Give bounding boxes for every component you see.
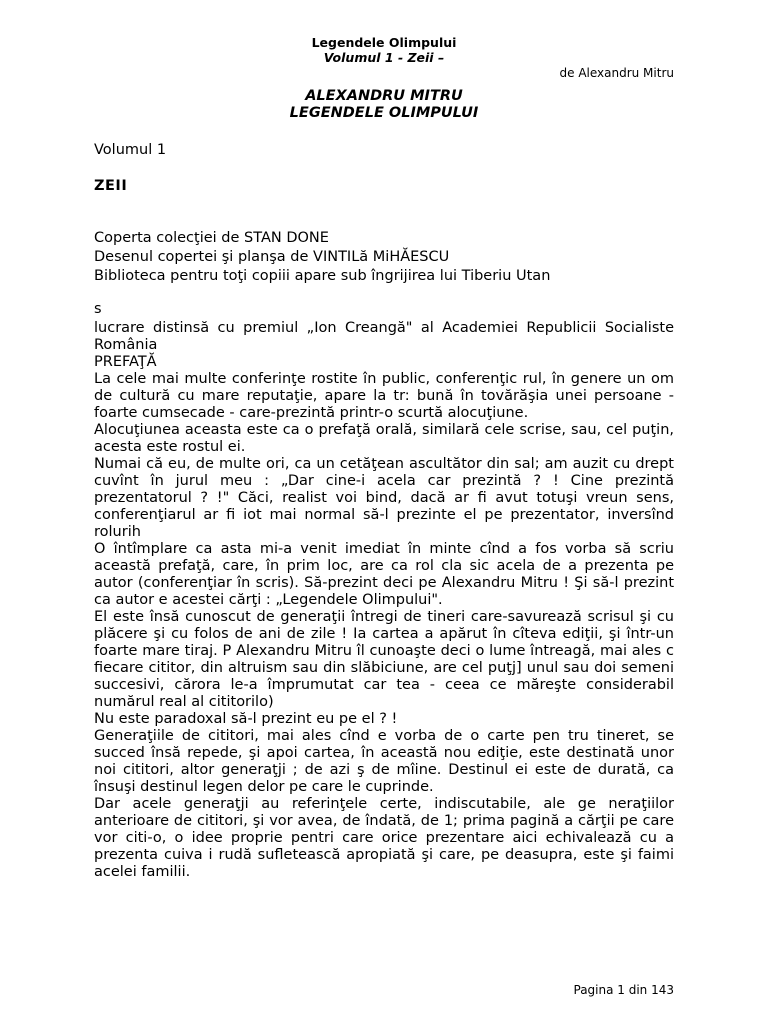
- paragraph: s: [94, 301, 102, 317]
- credit-line: Coperta colecţiei de STAN DONE: [94, 230, 329, 246]
- paragraph: Generaţiile de cititori, mai ales cînd e vorba de o carte pen tru tineret, se succed însă repede, şi apoi cartea, în această nou ediţie, este destinată unor noi cititori, altor generaţji ; de azi ş de mîine. Destinul ei este de durată, ca însuşi destinul legen delor pe care le cuprinde.: [94, 728, 674, 795]
- paragraph: Nu este paradoxal să-l prezint eu pe el ? !: [94, 711, 398, 727]
- paragraph: Alocuţiunea aceasta este ca o prefaţă orală, similară cele scrise, sau, cel puţin, acesta este rostul ei.: [94, 422, 674, 455]
- series-title: Legendele Olimpului: [311, 35, 457, 50]
- document-body: [94, 301, 674, 881]
- paragraph: lucrare distinsă cu premiul „Ion Creangă" al Academiei Republicii Socialiste România: [94, 320, 674, 353]
- section-heading: PREFAŢĂ: [94, 354, 157, 370]
- author-byline: de Alexandru Mitru: [559, 66, 674, 80]
- title-block: [0, 88, 768, 122]
- credits: [94, 229, 550, 286]
- section-title: ZEII: [94, 178, 128, 194]
- paragraph: O întîmplare ca asta mi-a venit imediat în minte cînd a fos vorba să scriu această prefaţă, care, în prim loc, are ca rol cla sic acela de a prezenta pe autor (conferenţiar în scris). Să-prezint deci pe Alexandru Mitru ! Şi să-l prezint ca autor e acestei cărţi : „Legendele Olimpului".: [94, 541, 674, 608]
- credit-line: Desenul copertei şi planşa de VINTILă MiHĂESCU: [94, 249, 450, 265]
- paragraph: Dar acele generaţji au referinţele certe, indiscutabile, ale ge neraţiilor anterioare de cititori, şi vor avea, de îndată, de 1; prima pagină a cărţii pe care vor citi-o, o idee proprie pentri care orice prezentare aici echivalează cu a prezenta cuiva i rudă sufletească apropiată şi care, pe deasupra, este şi faimi acelei familii.: [94, 796, 674, 880]
- volume-label: Volumul 1: [94, 142, 167, 158]
- page-indicator: Pagina 1 din 143: [573, 983, 674, 997]
- paragraph: Numai că eu, de multe ori, ca un cetăţean ascultător din sal; am auzit cu drept cuvînt în jurul meu : „Dar cine-i acela car prezintă ? ! Cine prezintă prezentatorul ? !" Căci, realist voi bind, dacă ar fi avut totuşi vreun sens, conferenţiarul ar fi iot mai normal să-l prezinte el pe prezentator, inversînd rolurih: [94, 456, 674, 540]
- credit-line: Biblioteca pentru toţi copiii apare sub îngrijirea lui Tiberiu Utan: [94, 268, 551, 284]
- book-author: ALEXANDRU MITRU: [305, 88, 463, 104]
- book-title: LEGENDELE OLIMPULUI: [289, 105, 479, 121]
- paragraph: La cele mai multe conferinţe rostite în public, conferenţic rul, în genere un om de cultură cu mare reputaţie, apare la tr: bună în tovărăşia unei persoane - foarte cumsecade - care-prezintă printr-o scurtă alocuţiune.: [94, 371, 674, 421]
- volume-subtitle: Volumul 1 - Zeii –: [323, 50, 445, 65]
- paragraph: El este însă cunoscut de generaţii întregi de tineri care-savurează scrisul şi cu plăcere şi cu folos de ani de zile ! Ia cartea a apărut în cîteva ediţii, şi într-un foarte mare tiraj. P Alexandru Mitru îl cunoaşte deci o lume întreagă, mai ales c fiecare cititor, din altruism sau din slăbiciune, are cel puţj] unul sau doi semeni succesivi, cărora le-a împrumutat car tea - ceea ce măreşte considerabil numărul real al cititorilo): [94, 609, 674, 710]
